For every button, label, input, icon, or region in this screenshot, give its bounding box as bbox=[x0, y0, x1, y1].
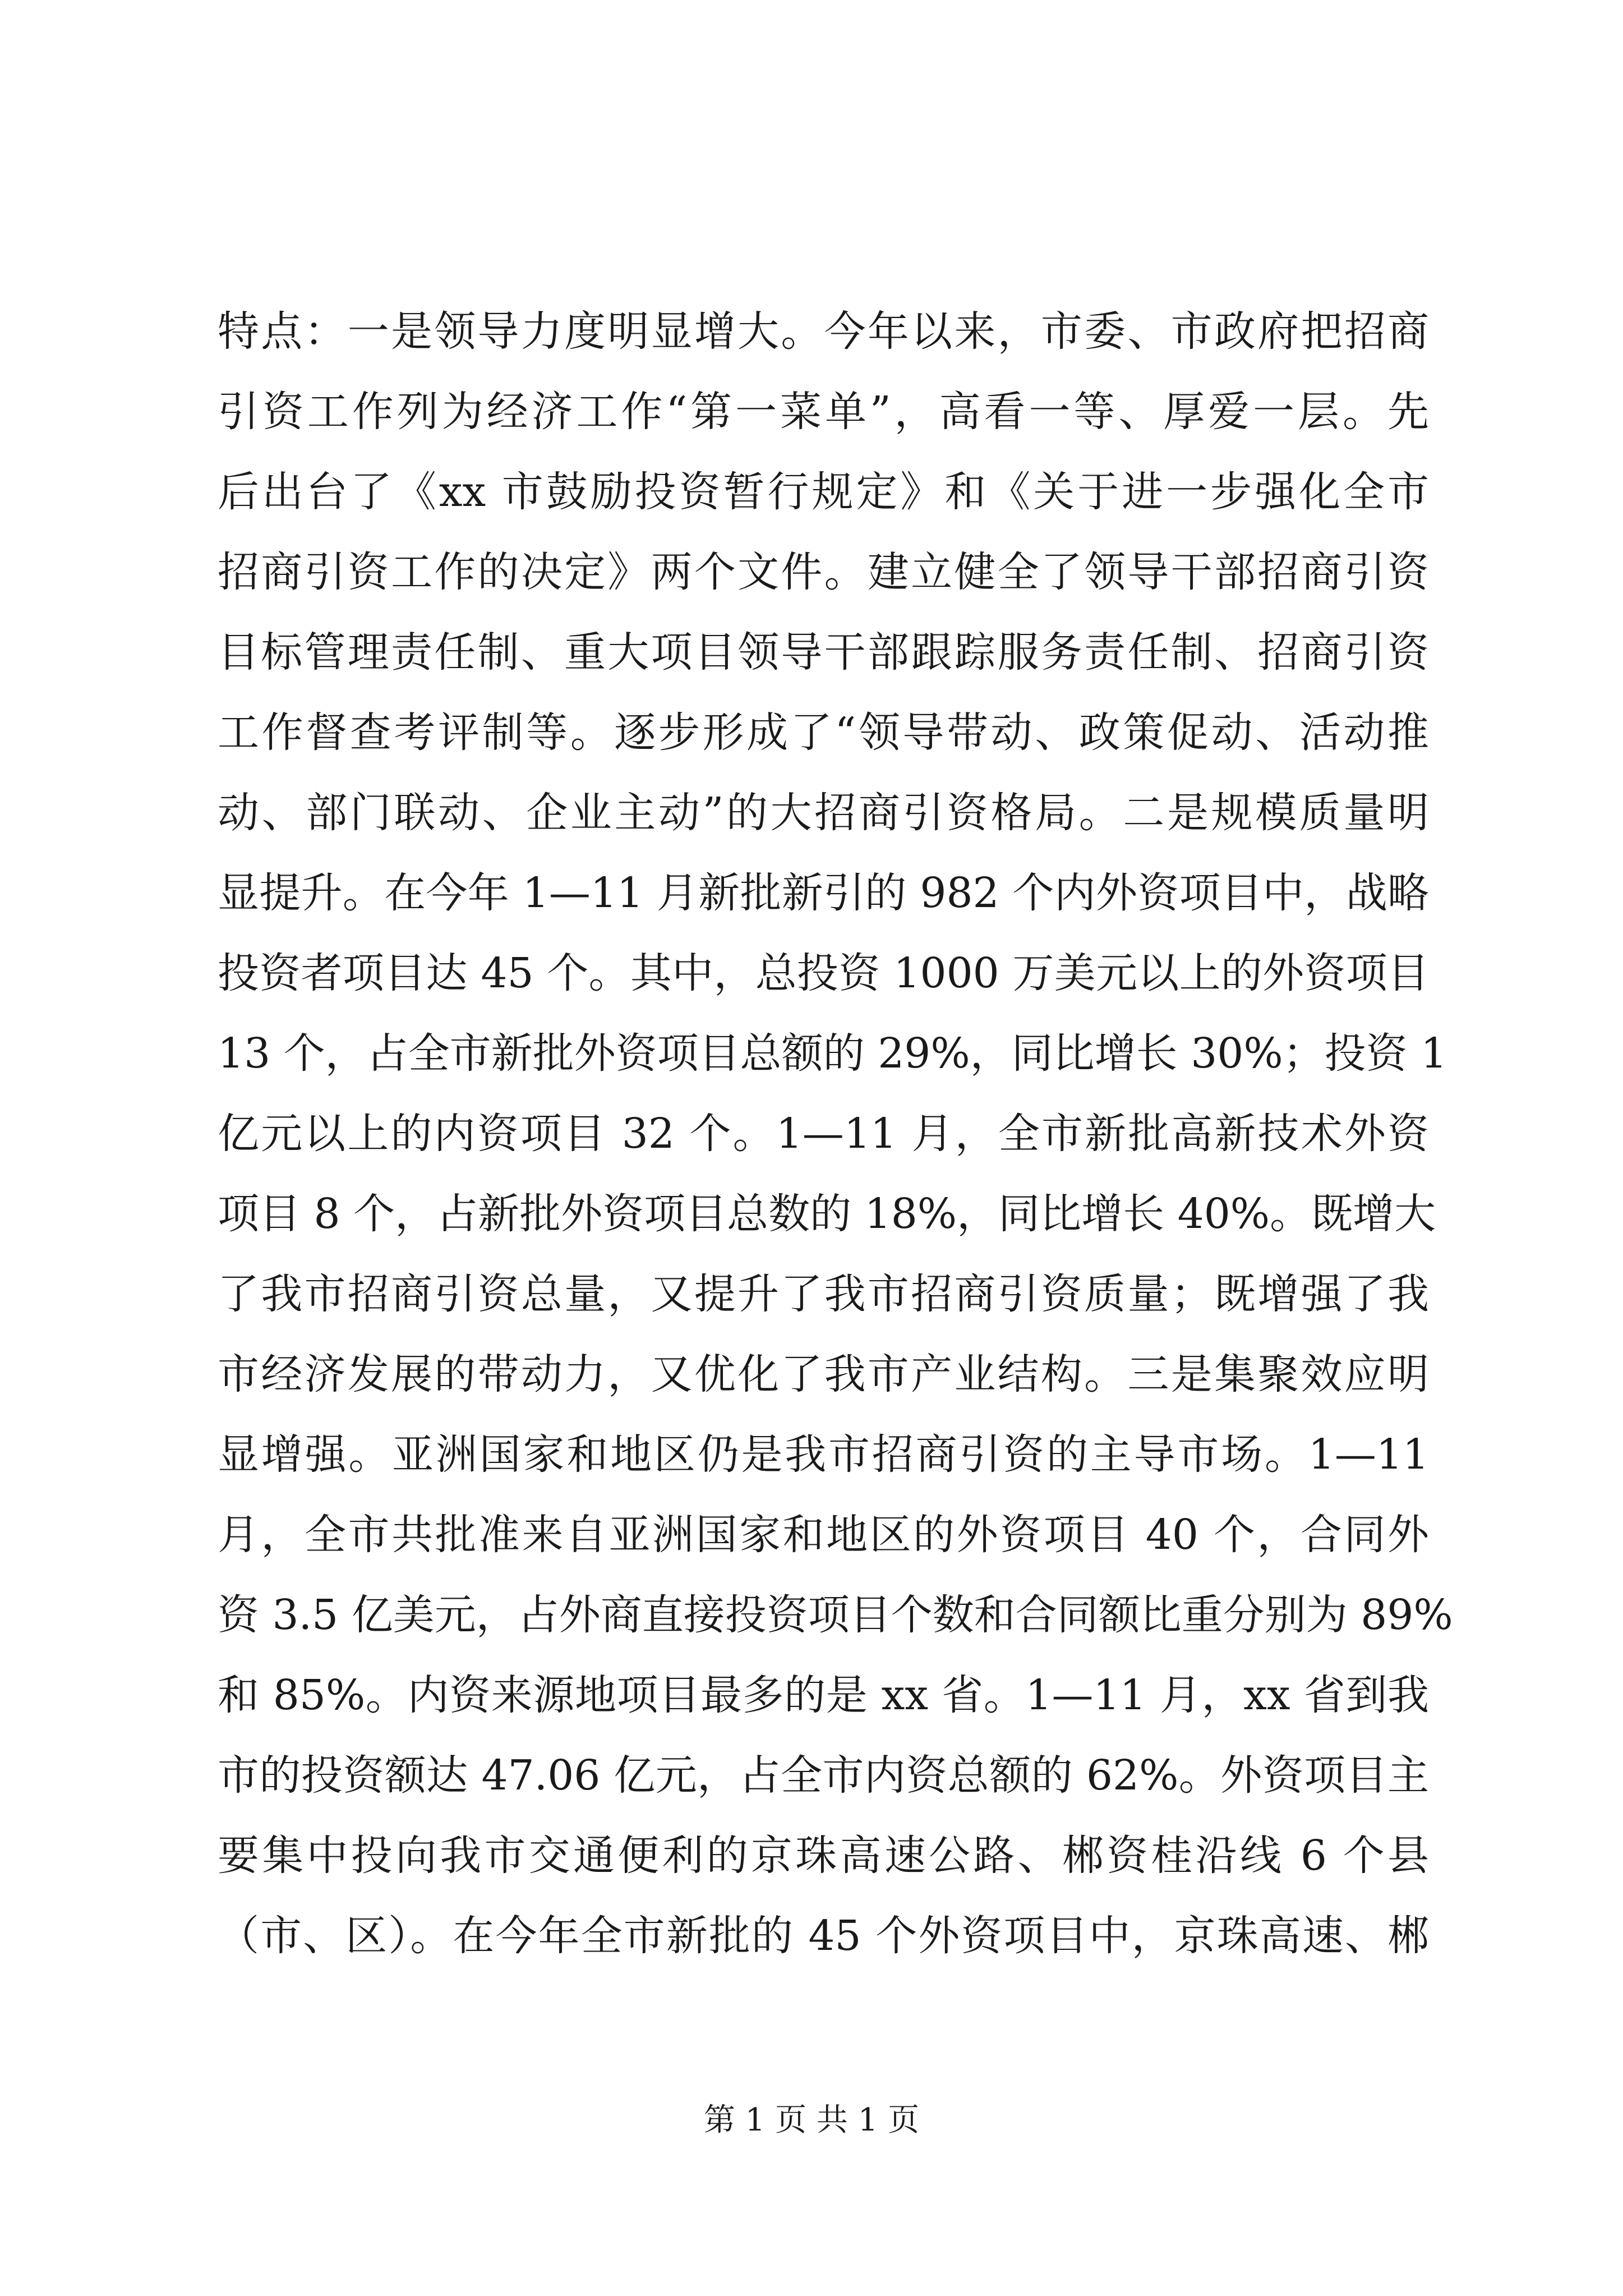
text-line-9: 投资者项目达 45 个。其中，总投资 1000 万美元以上的外资项目 bbox=[218, 949, 1429, 997]
page-number-label: 第 1 页 共 1 页 bbox=[703, 2102, 920, 2138]
text-line-20: 要集中投向我市交通便利的京珠高速公路、郴资桂沿线 6 个县 bbox=[218, 1832, 1429, 1880]
text-line-8: 显提升。在今年 1—11 月新批新引的 982 个内外资项目中，战略 bbox=[218, 869, 1429, 917]
body-text bbox=[218, 292, 1453, 1976]
text-line-10: 13 个，占全市新批外资项目总额的 29%，同比增长 30%；投资 1 bbox=[218, 1029, 1447, 1078]
text-line-16: 月，全市共批准来自亚洲国家和地区的外资项目 40 个，合同外 bbox=[218, 1511, 1429, 1559]
text-line-2: 引资工作列为经济工作“第一菜单”，高看一等、厚爱一层。先 bbox=[218, 388, 1429, 436]
text-line-3: 后出台了《xx 市鼓励投资暂行规定》和《关于进一步强化全市 bbox=[218, 468, 1429, 516]
text-line-21: （市、区）。在今年全市新批的 45 个外资项目中，京珠高速、郴 bbox=[218, 1912, 1429, 1960]
text-line-12: 项目 8 个，占新批外资项目总数的 18%，同比增长 40%。既增大 bbox=[218, 1190, 1436, 1238]
text-line-7: 动、部门联动、企业主动”的大招商引资格局。二是规模质量明 bbox=[218, 789, 1429, 837]
text-line-18: 和 85%。内资来源地项目最多的是 xx 省。1—11 月，xx 省到我 bbox=[218, 1671, 1429, 1719]
text-line-5: 目标管理责任制、重大项目领导干部跟踪服务责任制、招商引资 bbox=[218, 628, 1429, 677]
text-line-17: 资 3.5 亿美元，占外商直接投资项目个数和合同额比重分别为 89% bbox=[218, 1591, 1453, 1639]
text-line-15: 显增强。亚洲国家和地区仍是我市招商引资的主导市场。1—11 bbox=[218, 1430, 1429, 1479]
page-footer bbox=[0, 2101, 1623, 2140]
text-line-6: 工作督查考评制等。逐步形成了“领导带动、政策促动、活动推 bbox=[218, 708, 1429, 757]
text-line-13: 了我市招商引资总量，又提升了我市招商引资质量；既增强了我 bbox=[218, 1270, 1429, 1318]
text-line-4: 招商引资工作的决定》两个文件。建立健全了领导干部招商引资 bbox=[218, 548, 1429, 596]
text-line-1: 特点：一是领导力度明显增大。今年以来，市委、市政府把招商 bbox=[218, 307, 1429, 356]
text-line-14: 市经济发展的带动力，又优化了我市产业结构。三是集聚效应明 bbox=[218, 1350, 1429, 1398]
text-line-11: 亿元以上的内资项目 32 个。1—11 月，全市新批高新技术外资 bbox=[218, 1110, 1429, 1158]
text-line-19: 市的投资额达 47.06 亿元，占全市内资总额的 62%。外资项目主 bbox=[218, 1751, 1429, 1800]
